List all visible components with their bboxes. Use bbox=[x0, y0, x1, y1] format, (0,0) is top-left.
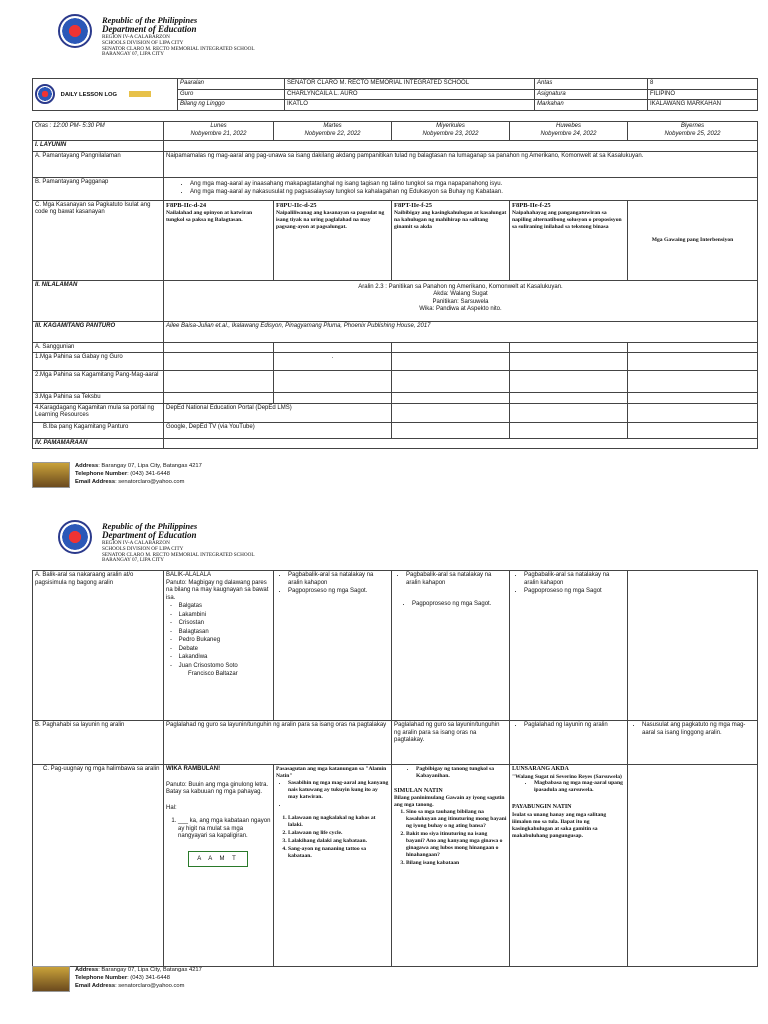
department-text: Department of Education bbox=[102, 24, 197, 35]
deped-seal-icon bbox=[58, 520, 92, 554]
nilalaman-cell bbox=[164, 280, 758, 321]
list-item bbox=[288, 802, 389, 809]
phone-value: : (043) 341-6448 bbox=[127, 975, 170, 982]
wika-rambulan-hal: Hal: bbox=[166, 804, 177, 811]
department-text: Department of Education bbox=[102, 530, 197, 541]
phone-label: Telephone Number bbox=[75, 975, 128, 982]
email-label: Email Address bbox=[75, 983, 116, 990]
phone-label: Telephone Number bbox=[75, 471, 128, 478]
region-text: REGION IV-A CALABARZON bbox=[102, 540, 170, 547]
address-label: Address bbox=[75, 463, 99, 469]
scrambled-word-box: A A M T bbox=[188, 851, 248, 867]
code-tuesday: F8PU-IIc-d-25 bbox=[276, 201, 317, 209]
balik-alalala-title: BALIK-ALALALA bbox=[166, 572, 212, 578]
balik-aral-tuesday bbox=[274, 571, 392, 721]
dll-info-table bbox=[32, 78, 758, 111]
day-wednesday-date: Nobyembre 23, 2022 bbox=[422, 130, 479, 137]
address-value: : Barangay 07, Lipa City, Batangas 4217 bbox=[98, 463, 202, 469]
wika-rambulan-instruction: Panuto: Buuin ang mga ginulong letra. Batay sa kabuuan ng mga pahayag. bbox=[166, 781, 269, 795]
pag-uugnay-wednesday bbox=[392, 765, 510, 967]
deped-seal-icon bbox=[58, 14, 92, 48]
paghahabi-friday bbox=[628, 721, 758, 765]
lunsarang-sub: "Walang Sugat ni Severino Reyes (Sarsuwela) bbox=[512, 773, 622, 780]
nilalaman-line-1: Aralin 2.3 : Panitikan sa Panahon ng Amerikano, Komonwelt at Kasalukuyan. bbox=[358, 283, 563, 290]
antas-label: Antas bbox=[535, 79, 648, 90]
blank-cell bbox=[628, 353, 758, 371]
letterhead-page2 bbox=[102, 522, 255, 564]
blank-cell bbox=[510, 422, 628, 438]
gabay-label: 1.Mga Pahina sa Gabay ng Guro bbox=[33, 353, 164, 371]
linggo-value: IKATLO bbox=[285, 100, 535, 111]
day-friday bbox=[628, 122, 758, 141]
markahan-value: IKALAWANG MARKAHAN bbox=[648, 100, 758, 111]
division-text: SCHOOLS DIVISION OF LIPA CITY bbox=[102, 545, 184, 552]
division-text: SCHOOLS DIVISION OF LIPA CITY bbox=[102, 39, 184, 46]
kasanayan-thursday bbox=[510, 200, 628, 280]
list-item: 3. Lalakihang dalaki ang kabataan. bbox=[288, 838, 389, 845]
paaralan-label: Paaralan bbox=[178, 79, 285, 90]
balik-alalala-list bbox=[166, 603, 271, 679]
email-value: : senatorclaro@yahoo.com bbox=[115, 479, 185, 486]
pag-uugnay-label: C. Pag-uugnay ng mga halimbawa sa aralin bbox=[33, 765, 164, 967]
pag-uugnay-tuesday bbox=[274, 765, 392, 967]
kagamitan-heading: III. KAGAMITANG PANTURO bbox=[33, 321, 164, 342]
blank-cell bbox=[392, 371, 510, 393]
pagganap-cell bbox=[164, 177, 758, 200]
pag-uugnay-monday bbox=[164, 765, 274, 967]
day-thursday-name: Huwebes bbox=[555, 123, 581, 129]
wika-rambulan-title: WIKA RAMBULAN! bbox=[166, 766, 221, 772]
list-item: - Juan Crisostomo Soto bbox=[170, 662, 238, 669]
blank-cell bbox=[274, 393, 392, 404]
blank-cell bbox=[164, 342, 274, 353]
sanggunian-label: A. Sanggunian bbox=[33, 342, 164, 353]
list-item: 2. Lalawaan ng life cycle. bbox=[288, 830, 389, 837]
guro-label: Guro bbox=[178, 89, 285, 100]
pagganap-label: B. Pamantayang Pagganap bbox=[33, 177, 164, 200]
list-item: • Pagbabalik-aral sa natalakay na aralin kahapon bbox=[406, 572, 507, 587]
list-item: • Sasabihin ng mga mag-aaral ang kanyang nais katuwang ay tukuyin kung ito ay may katwiran. bbox=[288, 780, 389, 801]
blank-cell bbox=[392, 422, 510, 438]
simulan-text: Bilang paninimulang Gawain ay iyong sagutin ang mga tanong. bbox=[394, 795, 505, 809]
republic-text: Republic of the Philippines bbox=[102, 15, 198, 25]
lesson-table-page1 bbox=[32, 121, 758, 449]
asignatura-label: Asignatura bbox=[535, 89, 648, 100]
list-item: 1. ___ ka, ang mga kabataan ngayon ay higit na mulat sa mga nangyayari sa kapaligiran. bbox=[178, 818, 271, 841]
pamamaraan-empty bbox=[164, 438, 758, 449]
iba-label: B.Iba pang Kagamitang Panturo bbox=[33, 422, 164, 438]
blank-cell bbox=[628, 403, 758, 422]
school-logo-footer-icon bbox=[32, 966, 70, 992]
nilalaman-line-4: Wika: Pandiwa at Aspekto nito. bbox=[419, 306, 502, 312]
blank-cell bbox=[392, 393, 510, 404]
blank-cell bbox=[164, 353, 274, 371]
pag-uugnay-friday bbox=[628, 765, 758, 967]
list-item: • Pagpoproseso ng mga Sagot. bbox=[412, 601, 507, 609]
blank-cell bbox=[392, 342, 510, 353]
blank-cell bbox=[164, 371, 274, 393]
blank-cell bbox=[164, 393, 274, 404]
lr-text: DepEd National Education Portal (DepEd LMS) bbox=[164, 403, 392, 422]
code-wednesday: F8PT-IIe-f-25 bbox=[394, 201, 433, 209]
kasanayan-label: C. Mga Kasanayan sa Pagkatuto Isulat ang code ng bawat kasanayan bbox=[33, 200, 164, 280]
list-item: 2. Bakit mo siya itinuturing na isang bayani? Ano ang kanyang mga ginawa o ginagawa ang lubos mong hinangaan o hinahangaan? bbox=[406, 831, 507, 859]
day-monday-name: Lunes bbox=[210, 123, 227, 129]
address-label: Address bbox=[75, 967, 99, 973]
day-wednesday bbox=[392, 122, 510, 141]
blank-cell bbox=[274, 342, 392, 353]
paaralan-value: SENATOR CLARO M. RECTO MEMORIAL INTEGRATED SCHOOL bbox=[285, 79, 535, 90]
barangay-text: BARANGAY 07, LIPA CITY bbox=[102, 51, 164, 58]
school-logo-icon bbox=[129, 91, 151, 97]
day-monday bbox=[164, 122, 274, 141]
kasanayan-wednesday-text: Naibibigay ang kasingkahulugan at kasalungat na kahulugan ng mahihirap na salitang ginamit sa akda bbox=[394, 209, 507, 230]
list-item: - Lakambini bbox=[170, 611, 207, 618]
payabungin-title: PAYABUNGIN NATIN bbox=[512, 804, 572, 811]
nilalaman-line-2: Akda: Walang Sugat bbox=[433, 291, 488, 297]
kasanayan-tuesday bbox=[274, 200, 392, 280]
kasanayan-tuesday-text: Naipaliliwanag ang kasanayan sa pagsulat ng isang tiyak na uring paglalahad na may pagsang-ayon at pagsalungat. bbox=[276, 209, 385, 230]
dll-title-cell bbox=[33, 79, 178, 111]
kagamitan-pang-label: 2.Mga Pahina sa Kagamitang Pang-Mag-aaral bbox=[33, 371, 164, 393]
list-item: • Paglalahad ng layunin ng aralin bbox=[524, 722, 625, 730]
list-item: • Magbabasa ng mga mag-aaral upang ipasadula ang sarsuwela. bbox=[534, 780, 625, 794]
day-wednesday-name: Miyerkules bbox=[436, 123, 465, 129]
nilalaman-line-3: Panitikan: Sarsuwela bbox=[432, 298, 489, 305]
blank-cell bbox=[628, 393, 758, 404]
list-item: • Pagpoproseso ng mga Sagot bbox=[524, 588, 625, 596]
barangay-text: BARANGAY 07, LIPA CITY bbox=[102, 557, 164, 564]
blank-cell bbox=[510, 353, 628, 371]
markahan-label: Markahan bbox=[535, 100, 648, 111]
list-item: - Balgatas bbox=[170, 603, 203, 609]
email-label: Email Address bbox=[75, 479, 116, 486]
teksbu-label: 3.Mga Pahina sa Teksbu bbox=[33, 393, 164, 404]
list-item: 1. Sino sa mga tauhang bibilang na kasalukuyan ang itinuturing mong bayani ng iyong buhay o ng ating bansa? bbox=[406, 809, 507, 830]
balik-aral-friday bbox=[628, 571, 758, 721]
balik-aral-wednesday bbox=[392, 571, 510, 721]
blank-cell bbox=[392, 403, 510, 422]
list-item: 3. Bilang isang kabataan bbox=[406, 860, 507, 867]
kasanayan-monday bbox=[164, 200, 274, 280]
linggo-label: Bilang ng Linggo bbox=[178, 100, 285, 111]
list-item: - Balagtasan bbox=[170, 628, 209, 635]
list-item: • Pagbabalik-aral sa natalakay na aralin kahapon bbox=[524, 572, 625, 587]
pagganap-item-2: • Ang mga mag-aaral ay nakasusulat ng pagsasalaysay tungkol sa kahalagahan ng Edukasyon sa Buhay ng Kabataan. bbox=[190, 189, 755, 197]
pagganap-item-1: • Ang mga mag-aaral ay inaasahang makapagtatanghal ng isang tagisan ng talino tungkol sa mga napapanahong isyu. bbox=[190, 181, 755, 189]
pag-uugnay-thursday bbox=[510, 765, 628, 967]
blank-cell bbox=[510, 393, 628, 404]
code-monday: F8PB-IIc-d-24 bbox=[166, 201, 207, 209]
pangnilalaman-text: Naipamamalas ng mag-aaral ang pag-unawa sa isang dakilang akdang pampanitikan tulad ng balagtasan na lumaganap sa panahon ng Amerikano, Komonwelt at sa Kasalukuyan. bbox=[164, 151, 758, 177]
day-friday-name: Biyernes bbox=[680, 123, 705, 129]
footer-page1 bbox=[75, 462, 202, 486]
republic-text: Republic of the Philippines bbox=[102, 521, 198, 531]
kagamitan-text: Ailee Baisa-Julian et.al., Ikalawang Edisyon, Pinagyamang Pluma, Phoenix Publishing House, 2017 bbox=[164, 321, 758, 342]
day-thursday-date: Nobyembre 24, 2022 bbox=[540, 130, 597, 137]
guro-value: CHARLYNCAILA L. AURO bbox=[285, 89, 535, 100]
footer-page2 bbox=[75, 966, 202, 990]
list-item: - Debate bbox=[170, 645, 199, 652]
lr-label: 4.Karagdagang Kagamitan mula sa portal ng Learning Resources bbox=[33, 403, 164, 422]
pangnilalaman-label: A. Pamantayang Pangnilalaman bbox=[33, 151, 164, 177]
list-item: - Crisostan bbox=[170, 620, 205, 626]
simulan-title: SIMULAN NATIN bbox=[394, 787, 443, 794]
school-text: SENATOR CLARO M. RECTO MEMORIAL INTEGRATED SCHOOL bbox=[102, 45, 255, 52]
alamin-intro: Pasasagutan ang mga katanungan sa "Alamin Natin" bbox=[276, 766, 387, 779]
lesson-table-page2 bbox=[32, 570, 758, 967]
list-item: Francisco Baltazar bbox=[188, 671, 238, 677]
list-item: • Pagpoproseso ng mga Sagot. bbox=[288, 588, 389, 596]
day-tuesday bbox=[274, 122, 392, 141]
blank-cell bbox=[628, 422, 758, 438]
day-thursday bbox=[510, 122, 628, 141]
address-value: : Barangay 07, Lipa City, Batangas 4217 bbox=[98, 967, 202, 973]
balik-aral-monday bbox=[164, 571, 274, 721]
email-value: : senatorclaro@yahoo.com bbox=[115, 983, 185, 990]
list-item: - Pedro Bukaneg bbox=[170, 637, 221, 643]
list-item: • Pagbibigay ng tanong tungkol sa Kabayanihan. bbox=[416, 766, 507, 780]
list-item: 4. Sang-ayon ng nananing tattoo sa kabataan. bbox=[288, 846, 389, 860]
day-tuesday-name: Martes bbox=[323, 123, 342, 129]
lunsarang-title: LUNSARANG AKDA bbox=[512, 766, 569, 772]
iba-text: Google, DepEd TV (via YouTube) bbox=[164, 422, 392, 438]
region-text: REGION IV-A CALABARZON bbox=[102, 34, 170, 41]
list-item: • Pagbabalik-aral sa natalakay na aralin kahapon bbox=[288, 572, 389, 587]
gabay-dot: . bbox=[274, 353, 392, 371]
blank-cell bbox=[510, 371, 628, 393]
layunin-heading: I. LAYUNIN bbox=[33, 141, 164, 152]
blank-cell bbox=[628, 342, 758, 353]
day-monday-date: Nobyembre 21, 2022 bbox=[190, 130, 247, 137]
kasanayan-friday: Mga Gawaing pang Interbensiyon bbox=[628, 200, 758, 280]
blank-cell bbox=[392, 353, 510, 371]
blank-cell bbox=[510, 403, 628, 422]
day-friday-date: Nobyembre 25, 2022 bbox=[664, 130, 721, 137]
kasanayan-wednesday bbox=[392, 200, 510, 280]
blank-cell bbox=[628, 371, 758, 393]
deped-seal-small-icon bbox=[35, 84, 55, 104]
code-thursday: F8PB-IIe-f-25 bbox=[512, 201, 551, 209]
list-item: • Nasusulat ang pagkatuto ng mga mag-aaral sa isang linggong aralin. bbox=[642, 722, 755, 737]
oras-cell: Oras : 12:00 PM- 5:30 PM bbox=[33, 122, 164, 141]
paghahabi-monday: Paglalahad ng guro sa layunin/tunguhin ng aralin para sa isang oras na pagtalakay bbox=[164, 721, 392, 765]
paghahabi-thursday bbox=[510, 721, 628, 765]
blank-cell bbox=[510, 342, 628, 353]
day-tuesday-date: Nobyembre 22, 2022 bbox=[304, 130, 361, 137]
nilalaman-heading: II. NILALAMAN bbox=[33, 280, 164, 321]
balik-aral-label: A. Balik-aral sa nakaraang aralin at/o pagsisimula ng bagong aralin bbox=[33, 571, 164, 721]
payabungin-text: Isulat sa unang hanay ang mga salitang iiimalon mo sa tula. Ilapat ito ng kasingkahulugan at saka gamitin sa makabuluhang pangungusap. bbox=[512, 811, 607, 839]
antas-value: 8 bbox=[648, 79, 758, 90]
kasanayan-thursday-text: Naipahahayag ang pangangatuwiran sa napiling alternatibong solusyon o proposisyon sa suliraning inilahad sa tekstong binasa bbox=[512, 209, 622, 230]
layunin-empty bbox=[164, 141, 758, 152]
asignatura-value: FILIPINO bbox=[648, 89, 758, 100]
balik-alalala-instruction: Panuto: Magbigay ng dalawang pares na bilang na may kaugnayan sa bawat isa. bbox=[166, 579, 269, 601]
phone-value: : (043) 341-6448 bbox=[127, 471, 170, 478]
pamamaraan-heading: IV. PAMAMARAAN bbox=[33, 438, 164, 449]
list-item: 1. Lalawaan ng nagkalakal ng kabas at lalaki. bbox=[288, 815, 389, 829]
school-logo-footer-icon bbox=[32, 462, 70, 488]
kasanayan-monday-text: Nailalahad ang opinyon at katwiran tungkol sa paksa ng Balagtasan. bbox=[166, 209, 253, 223]
balik-aral-thursday bbox=[510, 571, 628, 721]
dll-title: DAILY LESSON LOG bbox=[60, 91, 118, 98]
paghahabi-wednesday: Paglalahad ng guro sa layunin/tunguhin ng aralin para sa isang oras na pagtalakay. bbox=[392, 721, 510, 765]
list-item: - Lakandiwa bbox=[170, 654, 208, 660]
paghahabi-label: B. Paghahabi sa layunin ng aralin bbox=[33, 721, 164, 765]
blank-cell bbox=[274, 371, 392, 393]
letterhead bbox=[102, 16, 255, 58]
school-text: SENATOR CLARO M. RECTO MEMORIAL INTEGRATED SCHOOL bbox=[102, 551, 255, 558]
